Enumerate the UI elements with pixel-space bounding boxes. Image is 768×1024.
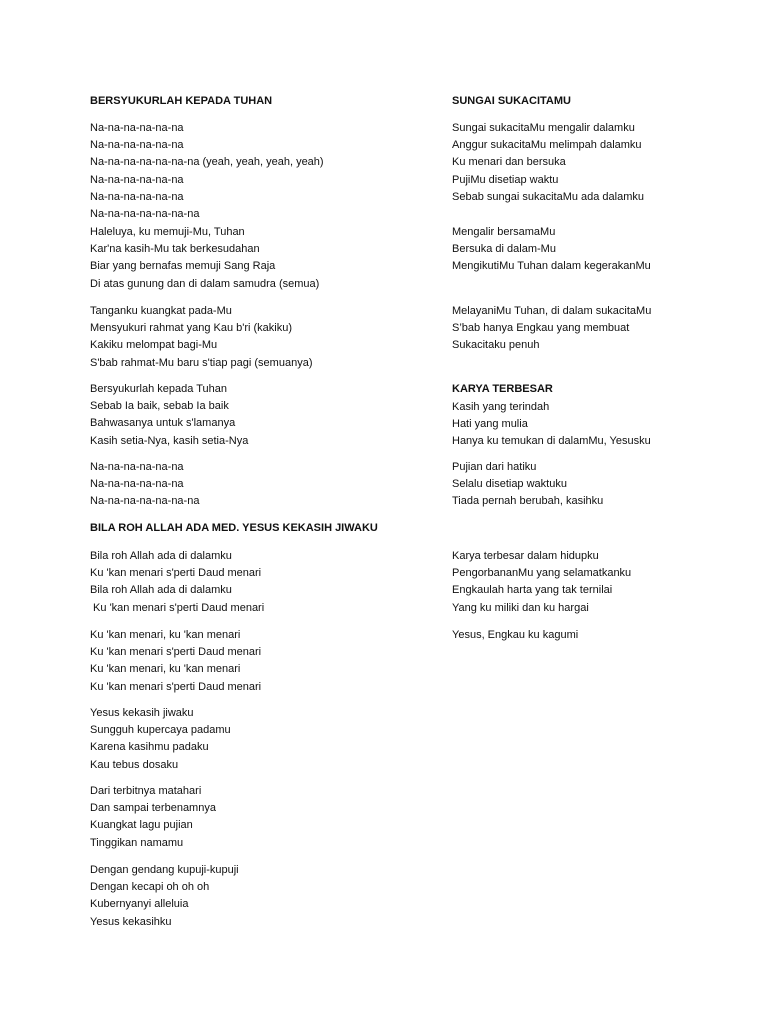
stanza-bila-roh-1: [90, 548, 264, 617]
lyric-line: Dan sampai terbenamnya: [90, 802, 216, 815]
stanza-sungai-2: [452, 224, 651, 276]
lyric-line: Ku 'kan menari s'perti Daud menari: [90, 601, 265, 614]
stanza-karya-4: [452, 627, 578, 644]
stanza-karya-3: [452, 548, 631, 617]
lyric-line: Kakiku melompat bagi-Mu: [90, 339, 218, 352]
lyric-line: Yang ku miliki dan ku hargai: [452, 601, 589, 614]
lyric-line: Bila roh Allah ada di dalamku: [90, 550, 232, 562]
song-title-bila-roh-allah: BILA ROH ALLAH ADA MED. YESUS KEKASIH JIWAKU: [90, 522, 378, 534]
stanza-sungai-3: [452, 303, 651, 355]
lyric-line: Ku 'kan menari, ku 'kan menari: [90, 663, 241, 676]
lyric-line: Kubernyanyi alleluia: [90, 898, 189, 911]
lyric-line: Bahwasanya untuk s'lamanya: [90, 417, 236, 430]
stanza-bersyukurlah-5: [90, 459, 199, 511]
lyric-line: PujiMu disetiap waktu: [452, 173, 559, 186]
lyric-line: Ku 'kan menari, ku 'kan menari: [90, 629, 241, 641]
lyric-line: Hati yang mulia: [452, 418, 528, 431]
lyric-line: Na-na-na-na-na-na: [90, 461, 184, 473]
stanza-bersyukurlah-2: [90, 224, 319, 293]
lyric-line: PengorbananMu yang selamatkanku: [452, 567, 632, 580]
lyric-line: Biar yang bernafas memuji Sang Raja: [90, 260, 276, 273]
lyric-line: Tiada pernah berubah, kasihku: [452, 495, 604, 508]
lyric-line: Bersuka di dalam-Mu: [452, 243, 556, 256]
lyric-line: Na-na-na-na-na-na: [90, 478, 184, 491]
stanza-yesus-kekasih-3: [90, 862, 239, 931]
stanza-karya-1: [452, 399, 651, 451]
lyric-line: Kar'na kasih-Mu tak berkesudahan: [90, 243, 260, 256]
lyric-line: S’bab hanya Engkau yang membuat: [452, 322, 630, 335]
stanza-karya-2: [452, 459, 603, 511]
lyric-line: Engkaulah harta yang tak ternilai: [452, 584, 613, 597]
lyric-line: Na-na-na-na-na-na-na (yeah, yeah, yeah, yeah): [90, 156, 324, 169]
lyric-line: Anggur sukacitaMu melimpah dalamku: [452, 139, 642, 152]
lyric-line: Kuangkat lagu pujian: [90, 819, 193, 832]
lyric-line: Ku 'kan menari s'perti Daud menari: [90, 646, 262, 659]
lyric-line: Sungguh kupercaya padamu: [90, 724, 231, 737]
lyric-line: Na-na-na-na-na-na: [90, 173, 184, 186]
lyric-line: Yesus kekasihku: [90, 915, 172, 928]
lyric-line: Mensyukuri rahmat yang Kau b'ri (kakiku): [90, 322, 293, 335]
lyric-line: Ku menari dan bersuka: [452, 156, 566, 169]
lyric-line: Pujian dari hatiku: [452, 461, 537, 473]
lyric-line: Tinggikan namamu: [90, 836, 184, 849]
stanza-bila-roh-2: [90, 627, 261, 696]
lyric-line: Kau tebus dosaku: [90, 758, 179, 771]
lyric-line: Kasih yang terindah: [452, 401, 550, 413]
lyric-line: Na-na-na-na-na-na: [90, 139, 184, 152]
song-title-karya-terbesar: KARYA TERBESAR: [452, 383, 553, 395]
lyric-line: Bersyukurlah kepada Tuhan: [90, 383, 227, 395]
lyric-line: Na-na-na-na-na-na-na: [90, 208, 200, 221]
stanza-yesus-kekasih-1: [90, 705, 231, 774]
lyric-line: Karya terbesar dalam hidupku: [452, 550, 599, 562]
lyric-line: Yesus, Engkau ku kagumi: [452, 629, 579, 641]
lyric-line: Karena kasihmu padaku: [90, 741, 209, 754]
lyric-line: MengikutiMu Tuhan dalam kegerakanMu: [452, 260, 651, 273]
lyric-line: Sebab Ia baik, sebab Ia baik: [90, 400, 229, 413]
stanza-bersyukurlah-4: [90, 381, 248, 450]
lyric-line: Na-na-na-na-na-na-na: [90, 495, 200, 508]
lyric-line: Ku 'kan menari s'perti Daud menari: [90, 567, 262, 580]
lyric-line: Selalu disetiap waktuku: [452, 478, 567, 491]
lyric-line: Tanganku kuangkat pada-Mu: [90, 305, 232, 317]
lyric-line: Haleluya, ku memuji-Mu, Tuhan: [90, 226, 245, 238]
stanza-sungai-1: [452, 120, 644, 206]
lyric-line: Sebab sungai sukacitaMu ada dalamku: [452, 190, 645, 203]
lyric-line: Di atas gunung dan di dalam samudra (semua): [90, 277, 320, 290]
song-title-bersyukurlah: BERSYUKURLAH KEPADA TUHAN: [90, 95, 273, 107]
lyric-line: Ku 'kan menari s'perti Daud menari: [90, 680, 262, 693]
lyric-line: Bila roh Allah ada di dalamku: [90, 584, 232, 597]
song-title-sungai-sukacitamu: SUNGAI SUKACITAMU: [452, 95, 571, 107]
stanza-yesus-kekasih-2: [90, 783, 216, 852]
lyric-line: MelayaniMu Tuhan, di dalam sukacitaMu: [452, 305, 652, 317]
lyric-line: Dari terbitnya matahari: [90, 785, 202, 797]
lyric-line: Dengan gendang kupuji-kupuji: [90, 864, 239, 876]
lyric-line: Dengan kecapi oh oh oh: [90, 881, 210, 894]
lyric-line: Hanya ku temukan di dalamMu, Yesusku: [452, 435, 651, 448]
lyric-line: Yesus kekasih jiwaku: [90, 707, 194, 719]
lyric-line: Sukacitaku penuh: [452, 339, 540, 352]
lyric-line: Kasih setia-Nya, kasih setia-Nya: [90, 434, 249, 447]
lyric-line: S'bab rahmat-Mu baru s'tiap pagi (semuanya): [90, 356, 313, 369]
lyric-line: Na-na-na-na-na-na: [90, 190, 184, 203]
lyric-line: Mengalir bersamaMu: [452, 226, 556, 238]
stanza-bersyukurlah-1: [90, 120, 324, 223]
stanza-bersyukurlah-3: [90, 303, 312, 372]
lyric-line: Sungai sukacitaMu mengalir dalamku: [452, 122, 635, 134]
lyric-line: Na-na-na-na-na-na: [90, 122, 184, 134]
